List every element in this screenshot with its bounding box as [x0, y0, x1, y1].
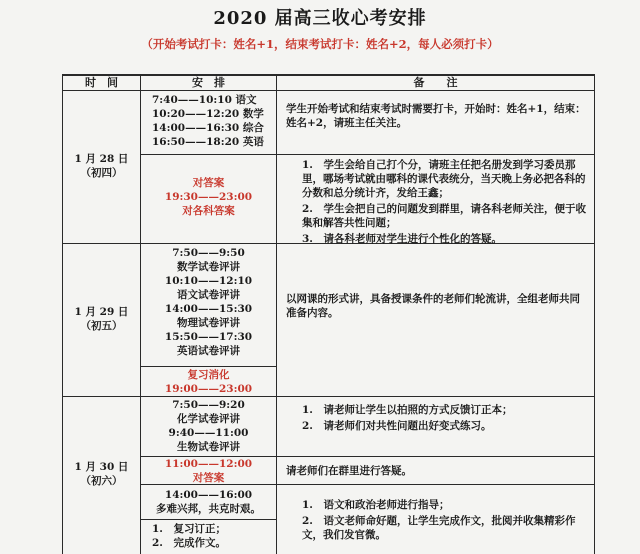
- day2-date-block: [63, 305, 140, 333]
- header-time: 时 间: [85, 76, 118, 89]
- header-arrange: 安 排: [192, 76, 225, 89]
- day1-note2: [286, 158, 586, 248]
- day1-note1: 学生开始考试和结束考试时需要打卡，开始时：姓名+1，结束：姓名+2，请班主任关注。: [286, 103, 586, 129]
- day3-note2: 请老师们在群里进行答疑。: [286, 465, 412, 477]
- list-item: 2. 语文老师命好题，让学生完成作文，批阅并收集精彩作文，我们发官微。: [302, 515, 576, 541]
- answer-time: 11:00——12:00: [164, 458, 253, 470]
- day3-note3: [286, 498, 586, 544]
- day2-weekday: （初五）: [80, 320, 123, 332]
- list-item: 1. 语文和政治老师进行指导；: [302, 499, 450, 511]
- day1-date-block: [63, 152, 140, 180]
- list-item: 2. 学生会把自己的问题发到群里，请各科老师关注，便于收集和解答共性问题；: [302, 203, 586, 229]
- day1-answer-block: [141, 176, 276, 218]
- table-col-divider-2: [276, 74, 277, 554]
- answer-subject: 对各科答案: [182, 205, 235, 217]
- day3-note1: [286, 403, 586, 435]
- schedule-item: 14:00——15:30: [164, 303, 253, 315]
- day2-schedule: [141, 246, 276, 358]
- day3-tasks: [152, 522, 272, 550]
- schedule-item: 语文试卷评讲: [177, 289, 240, 301]
- page-title: 2020 届高三收心考安排: [213, 8, 427, 29]
- schedule-item: 16:50——18:20 英语: [152, 136, 264, 148]
- day-divider: [62, 396, 594, 397]
- afternoon-time: 14:00——16:00: [164, 489, 253, 501]
- day1-date: 1 月 28 日: [74, 153, 129, 165]
- schedule-item: 10:10——12:10: [164, 275, 253, 287]
- schedule-item: 15:50——17:30: [164, 331, 253, 343]
- list-item: 3. 请各科老师对学生进行个性化的答疑。: [302, 233, 502, 245]
- answer-time: 19:30——23:00: [164, 191, 253, 203]
- day1-schedule: [152, 93, 272, 149]
- list-item: 2. 请老师们对共性问题出好变式练习。: [302, 420, 492, 432]
- page-subtitle: （开始考试打卡：姓名+1，结束考试打卡：姓名+2，每人必须打卡）: [141, 37, 499, 51]
- schedule-item: 7:50——9:20: [172, 399, 245, 411]
- review-time: 19:00——23:00: [164, 383, 253, 395]
- review-title: 复习消化: [187, 369, 230, 381]
- row-divider: [140, 519, 276, 520]
- day3-weekday: （初六）: [80, 475, 123, 487]
- day3-schedule: [141, 398, 276, 454]
- row-divider: [140, 366, 276, 367]
- answer-title: 对答案: [192, 177, 225, 189]
- day2-note: 以网课的形式讲，具备授课条件的老师们轮流讲，全组老师共同准备内容。: [286, 293, 580, 319]
- afternoon-text: 多难兴邦，共克时艰。: [156, 503, 261, 515]
- schedule-item: 9:40——11:00: [168, 427, 249, 439]
- task-item: 2. 完成作文。: [152, 537, 226, 549]
- day1-weekday: （初四）: [80, 167, 123, 179]
- day3-answer-block: [141, 457, 276, 485]
- header-note: 备 注: [413, 76, 458, 89]
- schedule-item: 物理试卷评讲: [177, 317, 240, 329]
- row-divider: [140, 154, 594, 155]
- schedule-item: 数学试卷评讲: [177, 261, 240, 273]
- schedule-item: 7:50——9:50: [172, 247, 245, 259]
- schedule-item: 英语试卷评讲: [177, 345, 240, 357]
- list-item: 1. 学生会给自己打个分，请班主任把名册发到学习委员那里，哪场考试就由哪科的课代表统分，当天晚上务必把各科的分数和总分统计齐，发给王鑫；: [302, 159, 586, 199]
- task-item: 1. 复习订正；: [152, 523, 226, 535]
- day3-date-block: [63, 460, 140, 488]
- table-header-divider: [62, 90, 594, 91]
- day2-review-block: [141, 368, 276, 396]
- day2-date: 1 月 29 日: [74, 306, 129, 318]
- schedule-item: 10:20——12:20 数学: [152, 108, 264, 120]
- day3-afternoon-block: [141, 488, 276, 516]
- schedule-item: 14:00——16:30 综合: [152, 122, 264, 134]
- schedule-item: 化学试卷评讲: [177, 413, 240, 425]
- table-border-right: [594, 74, 595, 554]
- schedule-item: 7:40——10:10 语文: [152, 94, 257, 106]
- schedule-item: 生物试卷评讲: [177, 441, 240, 453]
- list-item: 1. 请老师让学生以拍照的方式反馈订正本；: [302, 404, 513, 416]
- day3-date: 1 月 30 日: [74, 461, 129, 473]
- answer-title: 对答案: [192, 472, 225, 484]
